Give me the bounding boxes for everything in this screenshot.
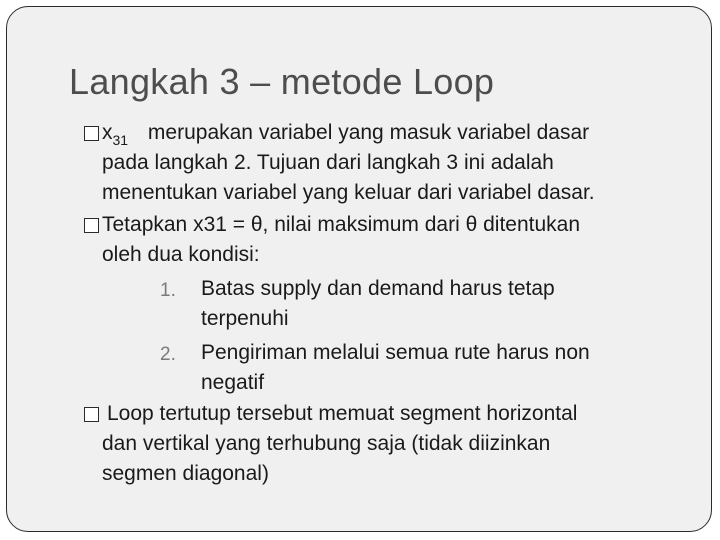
bullet-1-subscript: 31: [112, 132, 129, 148]
bullet-box-icon: [84, 407, 99, 422]
sub-item-1-number: 1.: [160, 280, 176, 301]
bullet-3-line-2: dan vertikal yang terhubung saja (tidak diizinkan: [102, 432, 551, 455]
bullet-1-line-1-text: merupakan variabel yang masuk variabel dasar: [147, 121, 590, 144]
bullet-1-variable: x: [102, 121, 113, 144]
sub-item-1-line-1: Batas supply dan demand harus tetap: [201, 277, 555, 300]
bullet-2-line-2: oleh dua kondisi:: [102, 243, 260, 266]
bullet-box-icon: [84, 218, 99, 233]
sub-item-1-line-2: terpenuhi: [201, 307, 289, 330]
sub-item-2-line-2: negatif: [201, 371, 265, 394]
bullet-1-line-2: pada langkah 2. Tujuan dari langkah 3 ini adalah: [102, 151, 554, 174]
sub-item-2-number: 2.: [160, 344, 176, 365]
bullet-1-line-3: menentukan variabel yang keluar dari variabel dasar.: [102, 181, 595, 204]
bullet-3-line-1: Loop tertutup tersebut memuat segment horizontal: [107, 402, 578, 425]
bullet-box-icon: [84, 126, 99, 141]
slide-title: Langkah 3 – metode Loop: [69, 61, 495, 102]
bullet-2-line-1: Tetapkan x31 = θ, nilai maksimum dari θ ditentukan: [102, 213, 581, 236]
sub-item-2-line-1: Pengiriman melalui semua rute harus non: [201, 341, 590, 364]
bullet-3-line-3: segmen diagonal): [102, 462, 269, 485]
